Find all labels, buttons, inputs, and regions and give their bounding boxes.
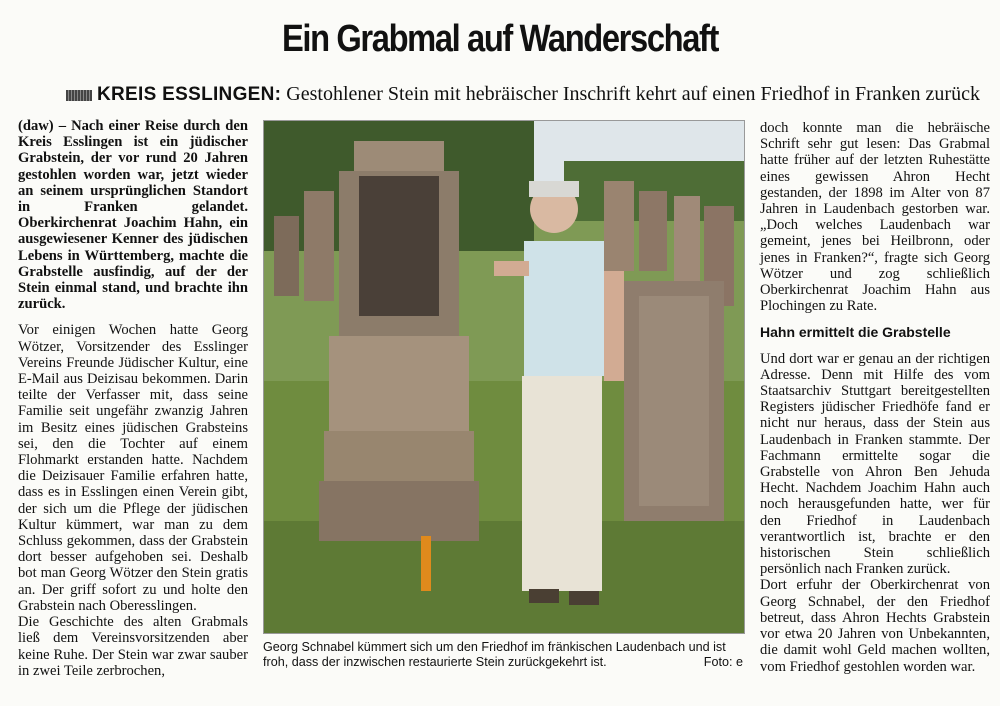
news-photo bbox=[263, 120, 745, 634]
body-paragraph: Vor einigen Wochen hatte Georg Wötzer, Vorsitzender des Esslinger Vereins Freunde Jüdischer Kultur, eine E-Mail aus Deizisau bekommen. Darin teilte der Verfasser mit, dass seine Familie seit ungefähr zwanzig Jahren im Besitz eines jüdischen Grabsteins sei, den die Tochter auf einem Flohmarkt erstanden hatte. Nachdem die Deizisauer Familie erfahren hatte, dass es in Esslingen einen Verein gibt, der sich um die Pflege der jüdischen Kultur kümmert, war man zu dem Schluss gekommen, dass der Grabstein dort besser aufgehoben sei. Deshalb bot man Georg Wötzer den Stein gratis an. Der griff sofort zu und holte den Grabstein nach Oberesslingen. bbox=[18, 322, 248, 614]
photo-credit: Foto: e bbox=[703, 655, 743, 669]
headline: Ein Grabmal auf Wanderschaft bbox=[281, 18, 719, 60]
caption-text: Georg Schnabel kümmert sich um den Friedhof im fränkischen Laudenbach und ist froh, dass der inzwischen restaurierte Stein zurückgekehrt ist. bbox=[263, 640, 726, 669]
lead-paragraph: (daw) – Nach einer Reise durch den Kreis Esslingen ist ein jüdischer Grabstein, der vor rund 20 Jahren gestohlen worden war, jetzt wieder an seinem ursprünglichen Standort in Franken gelandet. Oberkirchenrat Joachim Hahn, ein ausgewiesener Kenner des jüdischen Lebens in Württemberg, machte die Grabstelle ausfindig, auf der der Stein einmal stand, und brachte ihn zurück. bbox=[18, 118, 248, 313]
article-column-3 bbox=[760, 120, 990, 675]
kicker-place: KREIS ESSLINGEN: bbox=[97, 84, 282, 105]
article-column-1 bbox=[18, 118, 248, 679]
cemetery-photo-illustration bbox=[264, 121, 744, 633]
kicker bbox=[66, 82, 980, 107]
body-paragraph: Die Geschichte des alten Grabmals ließ dem Vereinsvorsitzenden aber keine Ruhe. Der Stein war zwar sauber in zwei Teile zerbrochen, bbox=[18, 614, 248, 679]
body-paragraph: doch konnte man die hebräische Schrift sehr gut lesen: Das Grabmal hatte früher auf der letzten Ruhestätte eines gewissen Ahron Hecht gestanden, der 1898 im Alter von 87 Jahren in Laudenbach gestorben war. „Doch welches Laudenbach war gemeint, jenes bei Heilbronn, oder jenes in Franken?“, fragte sich Georg Wötzer und zog schließlich Oberkirchenrat Joachim Hahn aus Plochingen zu Rate. bbox=[760, 120, 990, 315]
kicker-text: Gestohlener Stein mit hebräischer Inschrift kehrt auf einen Friedhof in Franken zurück bbox=[286, 83, 980, 105]
photo-caption bbox=[263, 640, 743, 670]
body-paragraph: Und dort war er genau an der richtigen Adresse. Denn mit Hilfe des vom Staatsarchiv Stuttgart bereitgestellten Registers jüdischer Friedhöfe fand er nicht nur heraus, dass der Stein aus Laudenbach in Franken stammte. Der Fachmann ermittelte sogar die Grabstelle von Ahron Ben Jehuda Hecht. Nachdem Joachim Hahn auch noch herausgefunden hatte, wer für den Friedhof in Laudenbach verantwortlich ist, brachte er den historischen Stein schließlich persönlich nach Franken zurück. bbox=[760, 350, 990, 578]
body-paragraph: Dort erfuhr der Oberkirchenrat von Georg Schnabel, der den Friedhof betreut, dass Ahron Hechts Grabstein vor etwa 20 Jahren von Unbekannten, die damit wohl Geld machen wollten, vom Friedhof gestohlen worden war. bbox=[760, 577, 990, 675]
kicker-bar-icon bbox=[66, 90, 92, 101]
subheading: Hahn ermittelt die Grabstelle bbox=[760, 324, 951, 341]
